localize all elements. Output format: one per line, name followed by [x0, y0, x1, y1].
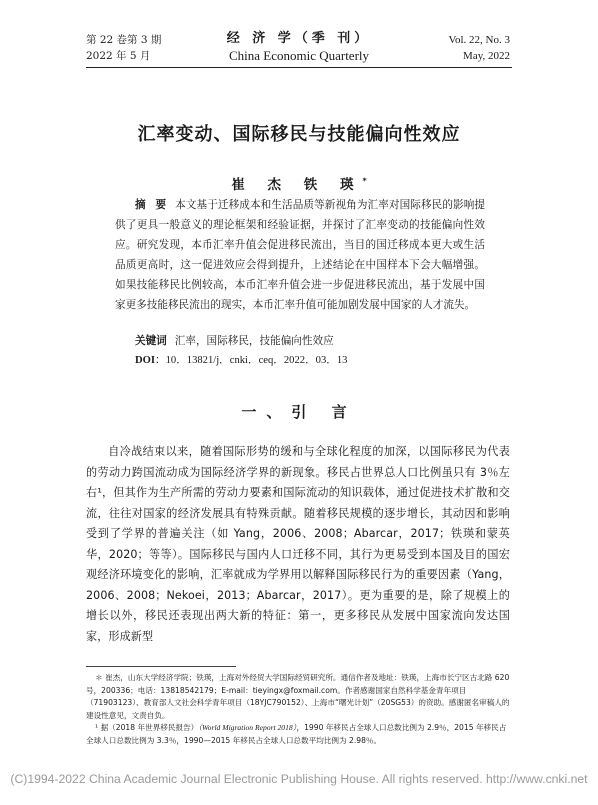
keywords-label: 关键词	[135, 335, 167, 347]
issue-info-cn	[86, 32, 161, 64]
body-paragraph: 自冷战结束以来，随着国际形势的缓和与全球化程度的加深，以国际移民为代表的劳动力跨国流动成为国际经济学界的新现象。移民占世界总人口比例虽只有 3％左右¹，但其作为生产所需的劳动力要素和国际流动的知识载体，通过促进技术扩散和交流，往往对国家的经济发展具有特殊贡献。随着移民规模的逐步增长，其动因和影响受到了学界的普遍关注（如 Yang，2006、2008；Abarcar，2017；铁瑛和蒙英华，2020；等等）。国际移民与国内人口迁移不同，其行为更易受到本国及目的国宏观经济环境变化的影响，汇率就成为学界用以解释国际移民行为的重要因素（Yang，2006、2008；Nekoei，2013；Abarcar，2017）。更为重要的是，除了规模上的增长以外，移民还表现出两大新的特征：第一，更多移民从发展中国家流向发达国家，形成新型	[86, 445, 510, 643]
keywords-text: 汇率，国际移民，技能偏向性效应	[174, 335, 334, 347]
paper-title: 汇率变动、国际移民与技能偏向性效应	[137, 124, 461, 145]
section-heading-introduction: 一、引 言	[241, 403, 357, 421]
keywords	[135, 333, 334, 348]
journal-name	[200, 30, 398, 64]
footnotes	[86, 672, 510, 748]
footnote-1	[86, 722, 510, 747]
author-names: 崔 杰 铁 瑛	[231, 177, 363, 193]
footnote-divider	[86, 666, 236, 667]
doi-label: DOI	[135, 355, 156, 366]
footnote-1-text: ，1990 年移民占全球人口总数比例为 2.9％，2015 年移民占全球人口总数比例为 3.3％，1990—2015 年移民占全球人口总数平均比例为 2.98％。	[86, 723, 507, 745]
journal-header	[0, 0, 598, 62]
abstract-label: 摘 要	[135, 199, 170, 211]
footnote-1-mark: ¹ 据	[95, 723, 109, 733]
header-divider	[86, 67, 512, 68]
doi	[135, 352, 347, 367]
author-footnote-mark: *	[362, 176, 367, 186]
journal-name-cn: 经 济 学（季 刊）	[226, 31, 372, 46]
issue-info-en	[448, 32, 510, 64]
issue-date-en: May, 2022	[463, 50, 510, 62]
copyright-notice: (C)1994-2022 China Academic Journal Electronic Publishing House. All rights reserved. http://www.cnki.net	[10, 772, 588, 786]
footnote-1-report-cn: （2018 年世界移民报告）	[108, 723, 199, 733]
issue-number-cn: 第 22 卷第 3 期	[86, 34, 162, 46]
issue-date-cn: 2022 年 5 月	[86, 50, 151, 62]
paper-authors	[0, 173, 598, 193]
abstract	[115, 195, 485, 315]
issue-number-en: Vol. 22, No. 3	[448, 34, 510, 46]
author-footnote: ＊ 崔杰，山东大学经济学院；铁瑛，上海对外经贸大学国际经贸研究所。通信作者及地址：铁瑛，上海市长宁区古北路 620 号，200336；电话：13818542179；E-mail：tieyingx@foxmail.com。作者感谢国家自然科学基金青年项目（71903123）、教育部人文社会科学青年项目（18YJC790152）、上海市“曙光计划”（20SG53）的资助。感谢匿名审稿人的建设性意见，文责自负。	[86, 673, 510, 720]
doi-value: ：10．13821/j．cnki．ceq．2022．03．13	[155, 355, 348, 366]
abstract-text: 本文基于迁移成本和生活品质等新视角为汇率对国际移民的影响提供了更具一般意义的理论框架和经验证据，并探讨了汇率变动的技能偏向性效应。研究发现，本币汇率升值会促进移民流出，当目的国迁移成本更大或生活品质更高时，这一促进效应会得到提升，上述结论在中国样本下会大幅增强。如果技能移民比例较高，本币汇率升值会进一步促进移民流出，基于发展中国家更多技能移民流出的现实，本币汇率升值可能加剧发展中国家的人才流失。	[115, 199, 485, 311]
journal-name-en: China Economic Quarterly	[228, 48, 370, 63]
footnote-1-report-en: （World Migration Report 2018）	[198, 723, 297, 733]
